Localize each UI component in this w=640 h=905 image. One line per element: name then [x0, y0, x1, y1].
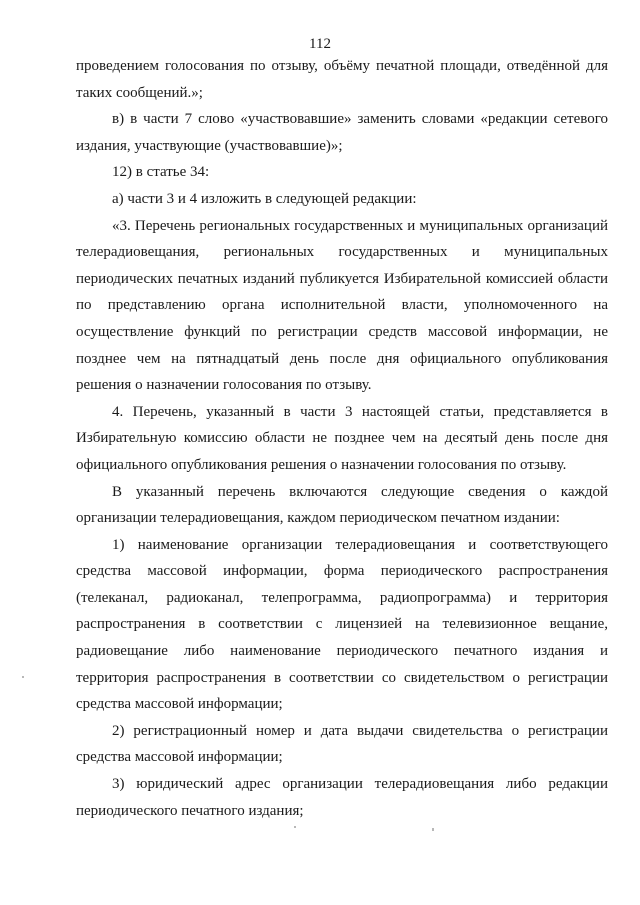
- paragraph-list-intro: В указанный перечень включаются следующие сведения о каждой организации телерадиовещания, каждом периодическом печатном издании:: [76, 483, 608, 527]
- paragraph-part-3: «3. Перечень региональных государственных и муниципальных организаций телерадиовещания, региональных государственных и муниципальных периодических печатных изданий публикуется Избирательной комиссией области по представлению органа исполнительной власти, уполномоченного на осуществление функций по регистрации средств массовой информации, не позднее чем на пятнадцатый день после дня официального опубликования решения о назначении голосования по отзыву.: [76, 217, 608, 394]
- document-body: [76, 53, 608, 824]
- paragraph-amendment-v: в) в части 7 слово «участвовавшие» заменить словами «редакции сетевого издания, участвующие (участвовавшие)»;: [76, 111, 608, 154]
- page-number: 112: [309, 36, 331, 52]
- paragraph-list-item-2: 2) регистрационный номер и дата выдачи свидетельства о регистрации средства массовой информации;: [76, 722, 608, 766]
- paragraph-part-4: 4. Перечень, указанный в части 3 настоящей статьи, представляется в Избирательную комиссию области не позднее чем на десятый день после дня официального опубликования решения о назначении голосования по отзыву.: [76, 403, 608, 473]
- scan-speck: [294, 826, 296, 828]
- paragraph-list-item-1: 1) наименование организации телерадиовещания и соответствующего средства массовой информации, форма периодического распространения (телеканал, радиоканал, телепрограмма, радиопрограмма) и территория распространения в соответствии с лицензией на телевизионное вещание, радиовещание либо наименование периодического печатного издания и территория распространения в соответствии со свидетельством о регистрации средства массовой информации;: [76, 536, 608, 713]
- scan-speck: [432, 828, 434, 831]
- scan-speck: [22, 676, 24, 678]
- paragraph-continuation: проведением голосования по отзыву, объёму печатной площади, отведённой для таких сообщений.»;: [76, 58, 608, 101]
- paragraph-amendment-a: а) части 3 и 4 изложить в следующей редакции:: [112, 190, 417, 207]
- paragraph-item-12: 12) в статье 34:: [112, 164, 210, 181]
- paragraph-list-item-3: 3) юридический адрес организации телерадиовещания либо редакции периодического печатного издания;: [76, 776, 608, 819]
